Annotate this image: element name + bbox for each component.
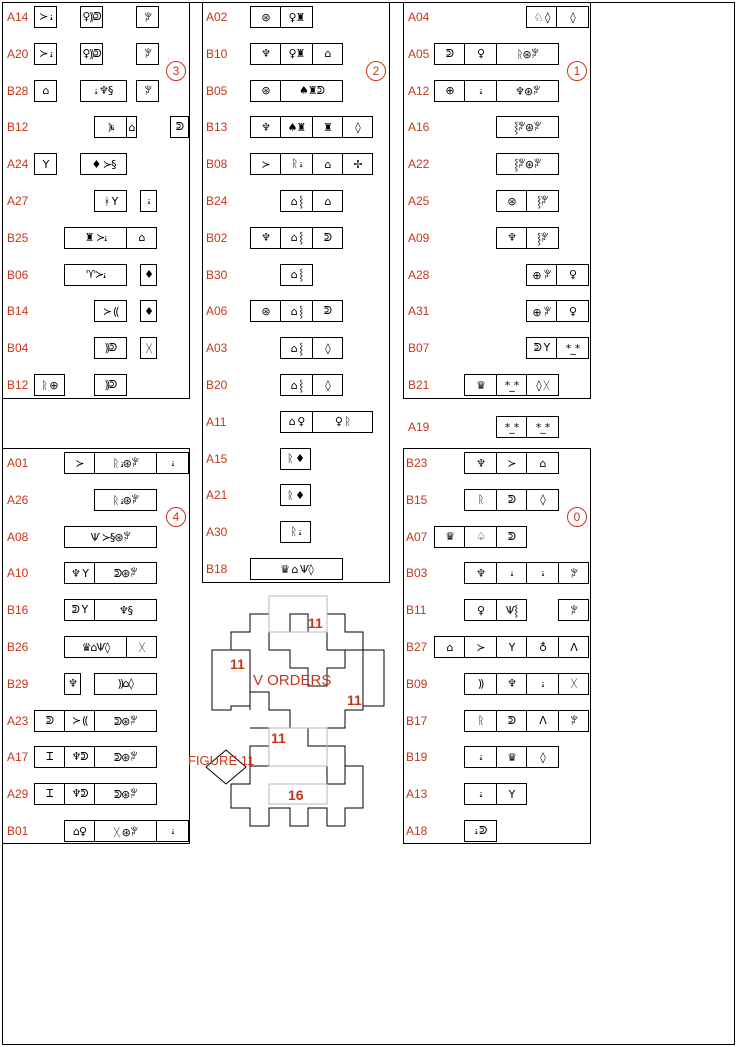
glyph-cell: ᕲ⊛ꐕ — [94, 746, 157, 768]
glyph-cell: ꭵ — [156, 820, 189, 842]
glyph-cell: ᚱ ⊕ — [34, 374, 65, 396]
glyph-cell: ᕲ — [312, 300, 343, 322]
glyph-cell: ⌂ — [34, 80, 57, 102]
glyph-cell: ᚱ ꭵ — [280, 153, 313, 175]
glyph-cell: ♀ ᚱ — [312, 411, 373, 433]
order-label: B12 — [7, 378, 29, 392]
order-label: A23 — [7, 713, 29, 728]
glyph-cell: ♀⸩ᕲ — [80, 6, 103, 28]
glyph-cell: ♆ — [496, 227, 527, 249]
order-label: B26 — [7, 640, 29, 654]
order-label: A03 — [206, 341, 228, 356]
cross-number: 11 — [230, 656, 245, 672]
order-label: A13 — [406, 787, 428, 802]
glyph-cell: ♀♜ — [280, 43, 313, 65]
glyph-cell: ⌂ — [126, 116, 137, 138]
cross-number: 11 — [308, 615, 323, 631]
panel-number-badge: 4 — [166, 507, 186, 527]
glyph-cell: ⸩ — [464, 673, 497, 695]
glyph-cell: Y — [496, 783, 527, 805]
glyph-cell: ⸩ᕲ — [94, 374, 127, 396]
glyph-cell: ꭵ — [526, 562, 559, 584]
glyph-cell: ꭵ — [464, 746, 497, 768]
figure-label: FIGURE 11 — [188, 753, 255, 768]
order-label: B01 — [7, 824, 29, 838]
glyph-cell: Λ — [558, 636, 589, 658]
glyph-cell: Ѱ⸾ — [496, 599, 527, 621]
order-label: B28 — [7, 83, 29, 98]
glyph-cell: ⌂ ⸾ — [280, 227, 313, 249]
order-label: A15 — [206, 451, 228, 466]
order-label: A30 — [206, 525, 228, 540]
glyph-cell: ⊛ — [496, 190, 527, 212]
glyph-cell: ⊕ ꐕ — [526, 264, 557, 286]
glyph-cell: ᚱ ꭵ⊛ꐕ — [94, 452, 157, 474]
order-label: A24 — [7, 157, 29, 172]
glyph-cell: ♠♜ — [280, 116, 313, 138]
order-label: A17 — [7, 750, 29, 765]
glyph-cell: ⸩ᕲ — [94, 337, 127, 359]
glyph-cell: ♀♜ — [280, 6, 313, 28]
glyph-cell: ꭵ — [496, 562, 527, 584]
glyph-cell: ♆ — [496, 673, 527, 695]
glyph-cell: ♛ ⌂ Ѱ◊ — [250, 558, 343, 580]
glyph-cell: ꐕ — [136, 80, 159, 102]
panel-number-badge: 0 — [567, 507, 587, 527]
order-label: B18 — [206, 562, 228, 576]
glyph-cell: *_* — [496, 374, 527, 396]
glyph-cell: ♆ — [464, 452, 497, 474]
glyph-cell: ♆ — [250, 227, 281, 249]
glyph-cell: ⌂ — [312, 190, 343, 212]
glyph-cell: ⊛ — [250, 80, 281, 102]
order-label: B20 — [206, 378, 228, 392]
glyph-cell: *_* — [556, 337, 589, 359]
glyph-cell: ♀ — [556, 300, 589, 322]
glyph-cell: ᚱ ꭵ — [280, 521, 311, 543]
glyph-cell: ♠♜ᕲ — [280, 80, 343, 102]
glyph-cell: ᕲ — [496, 710, 527, 732]
order-label: A09 — [408, 230, 430, 245]
glyph-cell: ♆§ — [94, 599, 157, 621]
glyph-cell: ⌂ ⸾ — [280, 190, 313, 212]
glyph-cell: ᕲ — [312, 227, 343, 249]
glyph-cell: ᕲ — [496, 489, 527, 511]
order-label: A29 — [7, 787, 29, 802]
order-label: A11 — [206, 414, 227, 429]
glyph-cell: ⊛ — [250, 6, 281, 28]
glyph-cell: ≻ — [496, 452, 527, 474]
glyph-cell: Ѱ ≻§⊛ꐕ — [64, 526, 157, 548]
glyph-cell: ᕲ Y — [64, 599, 95, 621]
glyph-cell: ꭵ — [526, 673, 559, 695]
glyph-cell: ♆ — [250, 116, 281, 138]
panel-number-badge: 2 — [366, 61, 386, 81]
order-label: B13 — [206, 120, 228, 135]
cross-number: 16 — [288, 787, 304, 803]
glyph-cell: ᕲ⊛ꐕ — [94, 710, 157, 732]
glyph-cell: ᕲ — [434, 43, 465, 65]
glyph-cell: ꭵ ᕲ — [464, 820, 497, 842]
order-label: A01 — [7, 456, 29, 470]
order-label: A26 — [7, 492, 29, 507]
glyph-cell: Λ — [526, 710, 559, 732]
order-label: B27 — [406, 640, 428, 654]
glyph-cell: ᕲ — [496, 526, 527, 548]
glyph-cell: ♀ — [464, 43, 497, 65]
glyph-cell: ᕲ Y — [526, 337, 557, 359]
glyph-cell: Y — [496, 636, 527, 658]
glyph-cell: ◊ ᚷ — [526, 374, 559, 396]
glyph-cell: ᚷ ⊛ꐕ — [94, 820, 157, 842]
order-label: A22 — [408, 157, 430, 172]
order-label: B09 — [406, 676, 428, 691]
order-label: B10 — [206, 46, 228, 61]
glyph-cell: ≻ ⸨ — [94, 300, 127, 322]
glyph-cell: *_* — [496, 416, 527, 438]
glyph-cell: ⌂ ⸾ — [280, 337, 313, 359]
glyph-cell: ◊ — [342, 116, 373, 138]
cross-number: 11 — [347, 692, 362, 708]
order-label: A05 — [408, 46, 430, 61]
glyph-cell: ⊕ — [434, 80, 465, 102]
glyph-cell: ♘ ◊ — [526, 6, 557, 28]
glyph-cell: ⸩ꭵ — [94, 116, 127, 138]
glyph-cell: ♛⌂Ѱ◊ — [64, 636, 127, 658]
order-label: B29 — [7, 676, 29, 691]
order-label: B04 — [7, 341, 29, 356]
glyph-cell: ꐕ — [136, 6, 159, 28]
glyph-cell: ♆ᕲ — [64, 783, 95, 805]
glyph-cell: *_* — [526, 416, 559, 438]
order-label: B07 — [408, 341, 430, 356]
order-label: A04 — [408, 10, 430, 24]
glyph-cell: ◊ — [312, 337, 343, 359]
cross-tile-outline — [327, 746, 345, 766]
order-label: B02 — [206, 230, 228, 245]
order-label: A12 — [408, 83, 430, 98]
glyph-cell: ᚱ — [464, 489, 497, 511]
order-label: B08 — [206, 157, 228, 172]
glyph-cell: ≻ — [64, 452, 95, 474]
order-label: B11 — [406, 603, 427, 618]
cross-number: 11 — [271, 730, 286, 746]
glyph-cell: ꭵ — [464, 783, 497, 805]
glyph-cell: ♀⸩ᕲ — [80, 43, 103, 65]
glyph-cell: ᚱ ♦ — [280, 448, 311, 470]
glyph-cell: ✢ — [342, 153, 373, 175]
glyph-cell: ꐕ — [558, 710, 589, 732]
glyph-cell: ◊ — [556, 6, 589, 28]
order-label: B21 — [408, 378, 430, 392]
glyph-cell: ◊ — [526, 746, 559, 768]
glyph-cell: ♤ — [464, 526, 497, 548]
glyph-cell: ⸾ꐕ — [526, 227, 559, 249]
glyph-cell: ⌂ — [312, 43, 343, 65]
glyph-cell: ꭵ — [156, 452, 189, 474]
order-label: A02 — [206, 10, 228, 24]
glyph-cell: Ꮖ — [34, 746, 65, 768]
glyph-cell: ♀ — [556, 264, 589, 286]
glyph-cell: ⌂ ⸾ — [280, 264, 313, 286]
order-label: B24 — [206, 194, 228, 208]
glyph-cell: ⸩⌂◊ — [94, 673, 157, 695]
glyph-cell: ⊛ — [250, 300, 281, 322]
glyph-cell: ♆ — [464, 562, 497, 584]
order-label: A21 — [206, 488, 228, 503]
glyph-cell: ᕲ — [34, 710, 65, 732]
order-label: A19 — [408, 420, 430, 434]
glyph-cell: ◊ — [526, 489, 559, 511]
glyph-cell: ᚱ⊛ꐕ — [496, 43, 559, 65]
order-label: A25 — [408, 194, 430, 208]
order-label: B14 — [7, 304, 29, 319]
order-label: A06 — [206, 304, 228, 319]
glyph-cell: ♆ᕲ — [64, 746, 95, 768]
glyph-cell: ᚱ — [464, 710, 497, 732]
order-label: A10 — [7, 566, 29, 581]
glyph-cell: ♦ — [140, 264, 157, 286]
glyph-cell: ⌂ — [526, 452, 559, 474]
order-label: B03 — [406, 566, 428, 581]
glyph-cell: Y — [34, 153, 57, 175]
order-label: B23 — [406, 456, 428, 470]
glyph-cell: ♛ — [464, 374, 497, 396]
panel-number-badge: 3 — [166, 61, 186, 81]
glyph-cell: ⌂ ⸾ — [280, 300, 313, 322]
glyph-cell: ≻ ꭵ — [34, 6, 57, 28]
glyph-cell: ᕲ⊛ꐕ — [94, 562, 157, 584]
glyph-cell: ◊ — [312, 374, 343, 396]
glyph-cell: ⌂ — [312, 153, 343, 175]
glyph-cell: ♜ ≻ꭵ — [64, 227, 127, 249]
glyph-cell: ꭵ — [464, 80, 497, 102]
order-label: B19 — [406, 750, 428, 765]
order-label: B16 — [7, 603, 29, 618]
glyph-cell: ᚱ ♦ — [280, 484, 311, 506]
glyph-cell: ≻ ⸨ — [64, 710, 95, 732]
panel-number-badge: 1 — [567, 61, 587, 81]
glyph-cell: ♦ — [140, 300, 157, 322]
glyph-cell: ⌂ — [126, 227, 157, 249]
glyph-cell: ꭵ ♆§ — [80, 80, 127, 102]
glyph-cell: ᕲ⊛ꐕ — [94, 783, 157, 805]
glyph-cell: ⸾ꐕ⊛ꐕ — [496, 116, 559, 138]
glyph-cell: ⌂ ♀ — [280, 411, 313, 433]
order-label: B17 — [406, 713, 428, 728]
glyph-cell: ᚷ — [126, 636, 157, 658]
order-label: A20 — [7, 46, 29, 61]
order-label: B05 — [206, 83, 228, 98]
order-label: A28 — [408, 267, 430, 282]
glyph-cell: ⌂♀ — [64, 820, 95, 842]
order-label: A08 — [7, 529, 29, 544]
order-label: B06 — [7, 267, 29, 282]
glyph-cell: ⸾ꐕ — [526, 190, 559, 212]
glyph-cell: ≻ — [250, 153, 281, 175]
glyph-cell: ᕲ — [170, 116, 189, 138]
glyph-cell: ♆ — [64, 673, 81, 695]
order-label: A27 — [7, 194, 29, 208]
order-label: A16 — [408, 120, 430, 135]
glyph-cell: ♁ — [526, 636, 559, 658]
glyph-cell: ꐕ — [136, 43, 159, 65]
glyph-cell: ⸾ꐕ⊛ꐕ — [496, 153, 559, 175]
glyph-cell: ᚱ ꭵ⊛ꐕ — [94, 489, 157, 511]
glyph-cell: ♀ — [464, 599, 497, 621]
cross-title: V ORDERS — [253, 672, 332, 689]
glyph-cell: ꐕ — [558, 599, 589, 621]
glyph-cell: ᚷ — [558, 673, 589, 695]
glyph-cell: ♛ — [496, 746, 527, 768]
glyph-cell: ♈≻ꭵ — [64, 264, 127, 286]
order-label: B15 — [406, 492, 428, 507]
glyph-cell: Ꮖ — [34, 783, 65, 805]
glyph-cell: ♦ ≻§ — [80, 153, 127, 175]
order-label: A07 — [406, 529, 428, 544]
order-label: B12 — [7, 120, 29, 135]
glyph-cell: ♆ Y — [64, 562, 95, 584]
glyph-cell: ♛ — [434, 526, 465, 548]
glyph-cell: ⌂ ⸾ — [280, 374, 313, 396]
glyph-cell: ꭵ — [140, 190, 157, 212]
order-label: A14 — [7, 10, 29, 24]
glyph-cell: ꐕ — [558, 562, 589, 584]
glyph-cell: ♆⊛ꐕ — [496, 80, 559, 102]
glyph-cell: ᚷ — [140, 337, 157, 359]
glyph-cell: ᚼ Y — [94, 190, 127, 212]
glyph-cell: ♆ — [250, 43, 281, 65]
order-label: B30 — [206, 267, 228, 282]
glyph-cell: ♜ — [312, 116, 343, 138]
order-label: B25 — [7, 230, 29, 245]
order-label: A31 — [408, 304, 430, 319]
glyph-cell: ≻ ꭵ — [34, 43, 57, 65]
glyph-cell: ⊕ ꐕ — [526, 300, 557, 322]
glyph-cell: ≻ — [464, 636, 497, 658]
glyph-cell: ⌂ — [434, 636, 465, 658]
order-label: A18 — [406, 824, 428, 838]
